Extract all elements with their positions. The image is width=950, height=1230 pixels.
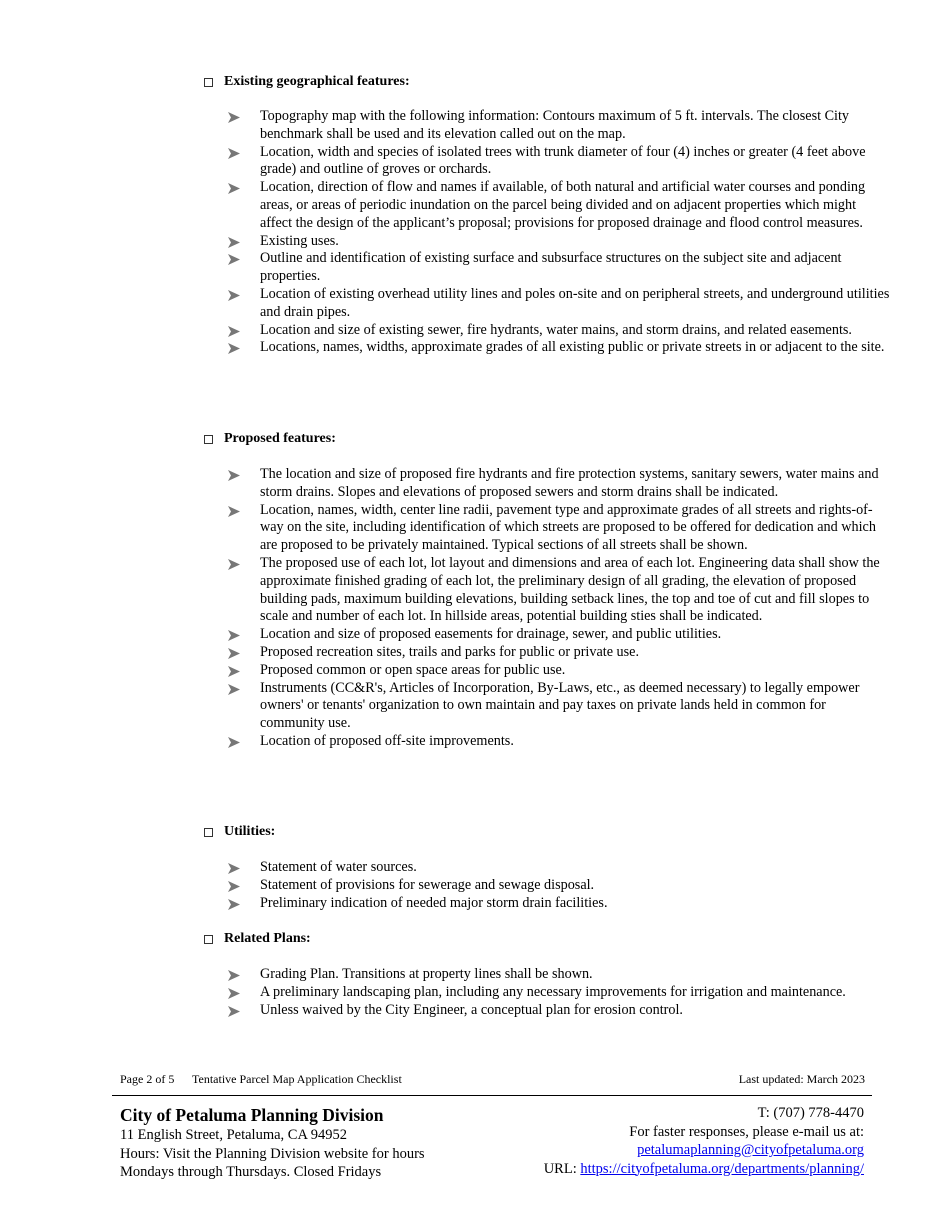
item-list (204, 108, 890, 357)
list-item: Topography map with the following information: Contours maximum of 5 ft. intervals. The closest City benchmark shall be used and its elevation called out on the map. (204, 108, 890, 144)
email-link[interactable]: petalumaplanning@cityofpetaluma.org (637, 1142, 864, 1158)
arrowhead-bullet-icon (228, 737, 240, 748)
arrowhead-bullet-icon (228, 863, 240, 874)
footer-divider (112, 1095, 872, 1096)
section-utilities (204, 822, 894, 911)
organization-name: City of Petaluma Planning Division (120, 1105, 384, 1125)
url-label: URL: (543, 1160, 581, 1177)
list-item: The proposed use of each lot, lot layout and dimensions and area of each lot. Engineering data shall show the approximate finished grading of each lot, the preliminary design of all grading, the elevation of proposed building pads, maximum building elevations, building setback lines, the top and toe of cut and fill slopes to scale and number of each lot. In hillside areas, potential building sties shall be indicated. (204, 555, 890, 626)
section-title: Utilities: (224, 824, 276, 839)
item-list (204, 966, 890, 1019)
item-list (204, 466, 890, 751)
checkbox-icon[interactable] (204, 935, 213, 944)
list-item: Statement of provisions for sewerage and sewage disposal. (204, 877, 890, 895)
section-title: Proposed features: (224, 431, 336, 446)
arrowhead-bullet-icon (228, 326, 240, 337)
arrowhead-bullet-icon (228, 988, 240, 999)
item-list (204, 859, 890, 912)
arrowhead-bullet-icon (228, 1006, 240, 1017)
list-item: Location and size of existing sewer, fire hydrants, water mains, and storm drains, and related easements. (204, 322, 890, 340)
arrowhead-bullet-icon (228, 684, 240, 695)
phone: T: (707) 778-4470 (757, 1105, 864, 1121)
arrowhead-bullet-icon (228, 254, 240, 265)
checkbox-icon[interactable] (204, 828, 213, 837)
list-item: Instruments (CC&R's, Articles of Incorporation, By-Laws, etc., as deemed necessary) to legally empower owners' or tenants' organization to own maintain and pay taxes on private lands held in common for community use. (204, 680, 890, 733)
section-existing-features (204, 72, 894, 356)
footer-contact-right (544, 1104, 864, 1178)
arrowhead-bullet-icon (228, 290, 240, 301)
arrowhead-bullet-icon (228, 343, 240, 354)
email-prompt: For faster responses, please e-mail us at: (629, 1123, 864, 1140)
section-title: Related Plans: (224, 931, 311, 946)
arrowhead-bullet-icon (228, 666, 240, 677)
arrowhead-bullet-icon (228, 648, 240, 659)
list-item: Location, names, width, center line radii, pavement type and approximate grades of all streets and rights-of-way on the site, including identification of which streets are proposed to be offered for dedication and which are proposed to be privately maintained. Typical sections of all streets shall be shown. (204, 502, 890, 555)
list-item: Locations, names, widths, approximate grades of all existing public or private streets in or adjacent to the site. (204, 339, 890, 357)
section-related-plans (204, 929, 894, 1018)
arrowhead-bullet-icon (228, 183, 240, 194)
page-footer-info (120, 1071, 865, 1087)
list-item: Location of existing overhead utility lines and poles on-site and on peripheral streets, and underground utilities and drain pipes. (204, 286, 890, 322)
last-updated: Last updated: March 2023 (738, 1072, 865, 1086)
planning-url-link[interactable]: https://cityofpetaluma.org/departments/planning/ (580, 1160, 864, 1177)
section-title: Existing geographical features: (224, 74, 410, 89)
checkbox-icon[interactable] (204, 435, 213, 444)
list-item: Location, width and species of isolated trees with trunk diameter of four (4) inches or greater (4 feet above grade) and outline of groves or orchards. (204, 144, 890, 180)
list-item: Statement of water sources. (204, 859, 890, 877)
address: 11 English Street, Petaluma, CA 94952 (120, 1127, 348, 1143)
arrowhead-bullet-icon (228, 630, 240, 641)
list-item: Existing uses. (204, 233, 890, 251)
list-item: Proposed recreation sites, trails and parks for public or private use. (204, 644, 890, 662)
hours-line-1: Hours: Visit the Planning Division website for hours (120, 1145, 425, 1162)
list-item: Grading Plan. Transitions at property lines shall be shown. (204, 966, 890, 984)
arrowhead-bullet-icon (228, 506, 240, 517)
footer-contact-left (120, 1104, 425, 1182)
hours-line-2: Mondays through Thursdays. Closed Fridays (120, 1164, 382, 1180)
arrowhead-bullet-icon (228, 881, 240, 892)
document-title: Tentative Parcel Map Application Checklist (192, 1072, 402, 1086)
page-number: Page 2 of 5 (120, 1072, 175, 1086)
list-item: Location of proposed off-site improvements. (204, 733, 890, 751)
arrowhead-bullet-icon (228, 899, 240, 910)
list-item: The location and size of proposed fire hydrants and fire protection systems, sanitary sewers, water mains and storm drains. Slopes and elevations of proposed sewers and storm drains shall be indicated. (204, 466, 890, 502)
arrowhead-bullet-icon (228, 237, 240, 248)
checkbox-icon[interactable] (204, 78, 213, 87)
section-proposed-features (204, 429, 894, 749)
arrowhead-bullet-icon (228, 148, 240, 159)
arrowhead-bullet-icon (228, 470, 240, 481)
arrowhead-bullet-icon (228, 112, 240, 123)
list-item: Unless waived by the City Engineer, a conceptual plan for erosion control. (204, 1002, 890, 1020)
arrowhead-bullet-icon (228, 970, 240, 981)
list-item: Location and size of proposed easements for drainage, sewer, and public utilities. (204, 626, 890, 644)
list-item: Proposed common or open space areas for public use. (204, 662, 890, 680)
arrowhead-bullet-icon (228, 559, 240, 570)
list-item: Location, direction of flow and names if available, of both natural and artificial water courses and ponding areas, or areas of periodic inundation on the parcel being divided and on adjacent properties which might affect the design of the applicant’s proposal; provisions for proposed drainage and flood control measures. (204, 179, 890, 232)
list-item: A preliminary landscaping plan, including any necessary improvements for irrigation and maintenance. (204, 984, 890, 1002)
list-item: Outline and identification of existing surface and subsurface structures on the subject site and adjacent properties. (204, 250, 890, 286)
list-item: Preliminary indication of needed major storm drain facilities. (204, 895, 890, 913)
